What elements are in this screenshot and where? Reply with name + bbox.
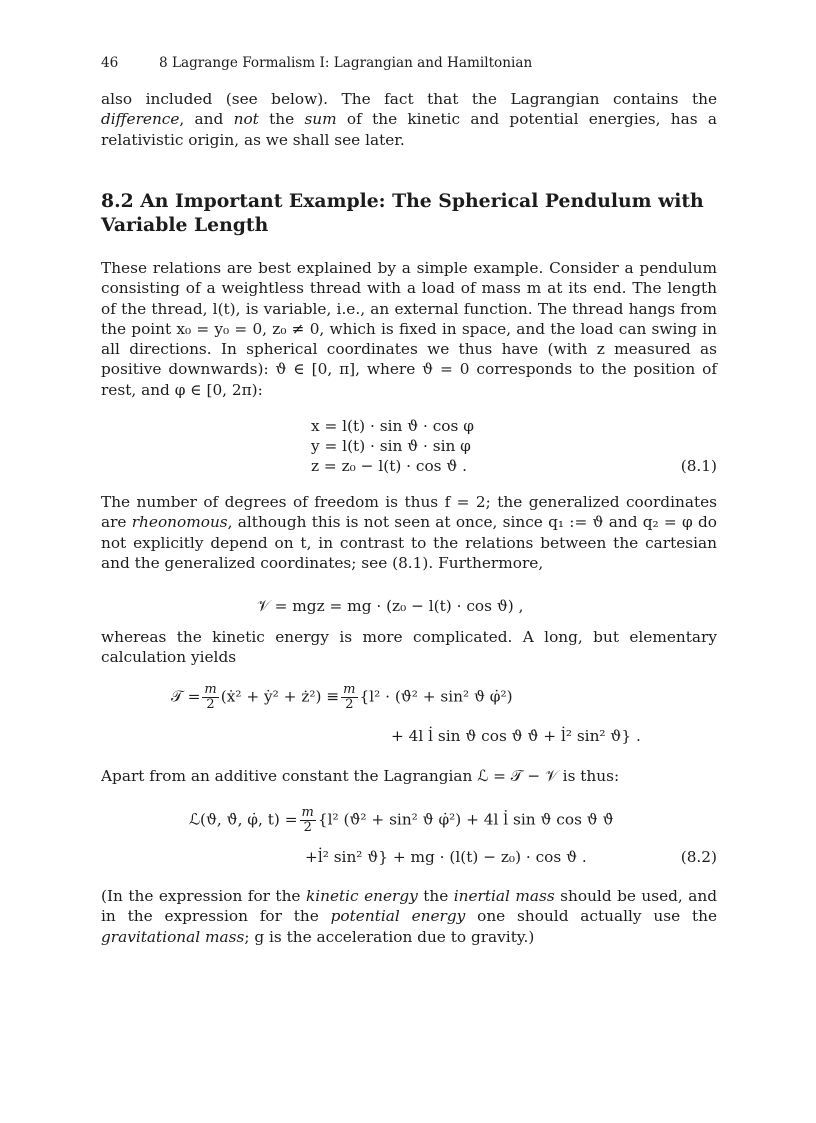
emphasis: rheonomous	[131, 513, 228, 532]
equation-line: x = l(t) · sin ϑ · cos φ	[311, 417, 474, 435]
text-run: should be used, and in the expression for the	[101, 887, 717, 926]
fraction	[341, 683, 357, 712]
equation-line: + 4l l̇ sin ϑ cos ϑ ϑ̇ + l̇² sin² ϑ} .	[391, 727, 641, 745]
emphasis: gravitational mass	[101, 927, 245, 946]
paragraph-lagrangian-intro: Apart from an additive constant the Lagrangian ℒ = 𝒯 − 𝒱 is thus:	[101, 767, 620, 785]
emphasis: difference	[101, 110, 180, 129]
text-run: ; g is the acceleration due to gravity.)	[244, 927, 535, 946]
text-run: the	[417, 887, 454, 905]
fraction-numerator: m	[204, 682, 217, 697]
paragraph-degrees-of-freedom	[101, 492, 717, 573]
fraction	[202, 683, 218, 712]
text-run: (In the expression for the	[101, 887, 306, 905]
paragraph-kinetic-intro: whereas the kinetic energy is more complicated. A long, but elementary calculation yields	[101, 628, 717, 667]
equation-line	[189, 806, 614, 835]
text-run: of the kinetic and potential energies, has a relativistic origin, as we shall see later.	[101, 110, 717, 149]
equation-number: (8.1)	[680, 457, 717, 475]
text-run: , although this is not seen at once, since q₁ := ϑ and q₂ = φ do not explicitly depend on t, in contrast to the relations between the cartesian and the generalized coordinates; see (8.1). Furthermore,	[101, 513, 717, 572]
equation-potential: 𝒱 = mgz = mg · (z₀ − l(t) · cos ϑ) ,	[257, 597, 524, 615]
text-run: , and	[179, 110, 234, 129]
paragraph-pendulum: These relations are best explained by a simple example. Consider a pendulum consisting of a weightless thread with a load of mass m at its end. The length of the thread, l(t), is variable, i.e., an external function. The thread hangs from the point x₀ = y₀ = 0, z₀ ≠ 0, which is fixed in space, and the load can swing in all directions. In spherical coordinates we thus have (with z measured as positive downwards): ϑ ∈ [0, π], where ϑ = 0 corresponds to the position of rest, and φ ∈ [0, 2π):	[101, 259, 717, 399]
equation-term: 𝒯 =	[171, 687, 201, 706]
running-title: 8 Lagrange Formalism I: Lagrangian and Hamiltonian	[159, 55, 533, 71]
fraction-numerator: m	[301, 805, 314, 820]
page-number: 46	[101, 55, 119, 71]
fraction-denominator: 2	[206, 697, 215, 712]
section-title: 8.2 An Important Example: The Spherical Pendulum with Variable Length	[101, 190, 704, 236]
equation-line	[171, 683, 513, 712]
paragraph-mass-note	[101, 886, 717, 947]
fraction-denominator: 2	[303, 820, 312, 835]
equation-term: (ẋ² + ẏ² + ż²) ≡	[220, 687, 340, 706]
intro-paragraph	[101, 89, 717, 150]
equation-term: {l² (ϑ̇² + sin² ϑ φ̇²) + 4l l̇ sin ϑ cos ϑ ϑ̇	[317, 810, 614, 829]
emphasis: not	[233, 110, 259, 129]
fraction	[300, 806, 316, 835]
text-run: also included (see below). The fact that the Lagrangian contains the	[101, 90, 717, 108]
emphasis: inertial mass	[453, 887, 555, 905]
equation-term: ℒ(ϑ, ϑ̇, φ̇, t) =	[189, 810, 298, 829]
text-run: The number of degrees of freedom is thus f = 2; the generalized coordinates are	[101, 493, 717, 532]
equation-line: +l̇² sin² ϑ} + mg · (l(t) − z₀) · cos ϑ .	[305, 848, 587, 866]
text-run: the	[258, 110, 305, 129]
emphasis: kinetic energy	[305, 887, 418, 905]
fraction-denominator: 2	[345, 697, 354, 712]
equation-line: y = l(t) · sin ϑ · sin φ	[311, 437, 471, 455]
running-head	[101, 55, 717, 71]
equation-number: (8.2)	[680, 848, 717, 866]
emphasis: sum	[304, 110, 337, 129]
emphasis: potential energy	[330, 907, 466, 926]
equation-term: {l² · (ϑ̇² + sin² ϑ φ̇²)	[359, 687, 513, 706]
text-run: one should actually use the	[465, 907, 717, 926]
fraction-numerator: m	[343, 682, 356, 697]
equation-line: z = z₀ − l(t) · cos ϑ .	[311, 457, 468, 475]
